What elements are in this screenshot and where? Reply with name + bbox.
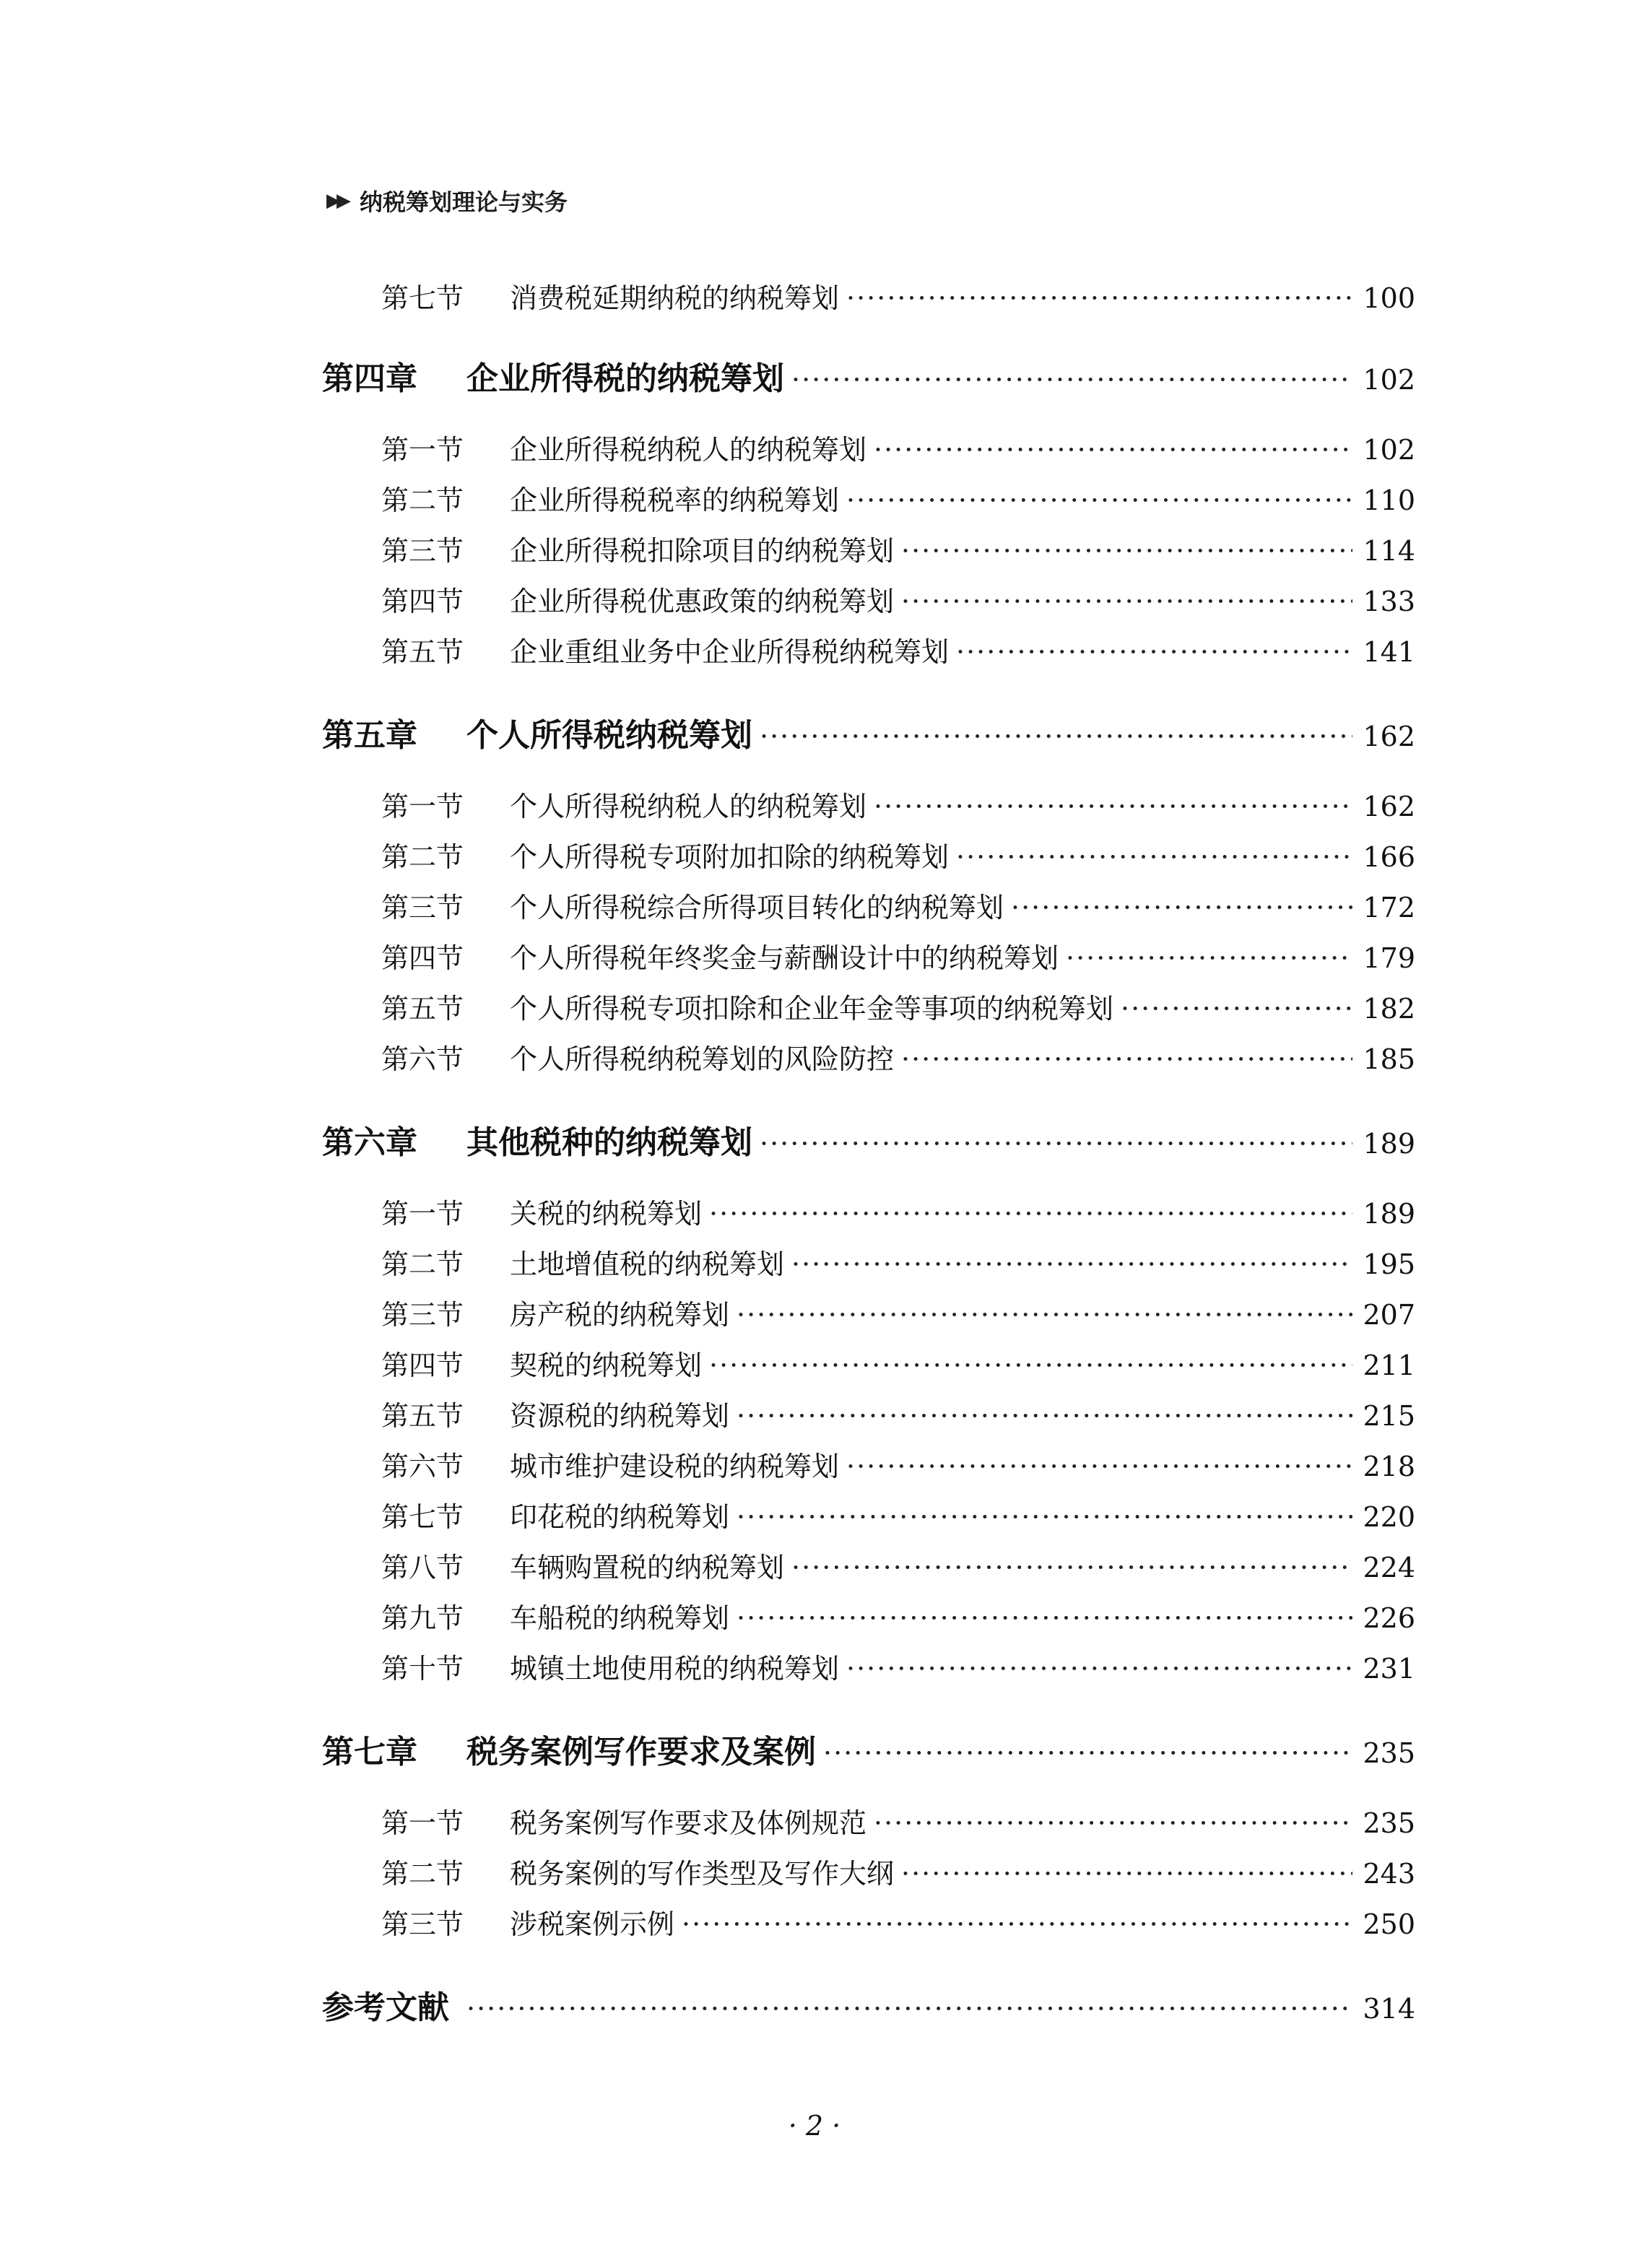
toc-entry-page: 162 — [1363, 721, 1415, 752]
toc-entry-title: 税务案例写作要求及案例 — [466, 1734, 816, 1770]
toc-section-entry — [381, 1394, 1415, 1433]
book-title: 纳税筹划理论与实务 — [360, 188, 568, 216]
toc-entry-number: 第一节 — [381, 791, 464, 822]
toc-section-entry — [381, 478, 1415, 518]
toc-chapter-entry — [322, 1981, 1415, 2028]
toc-entry-page: 185 — [1363, 1043, 1415, 1075]
toc-entry-title: 个人所得税纳税人的纳税筹划 — [510, 791, 867, 822]
toc-entry-title: 税务案例的写作类型及写作大纲 — [510, 1858, 895, 1890]
toc-entry-number: 第一节 — [381, 434, 464, 466]
dot-leader — [874, 434, 1352, 466]
toc-entry-number: 第二节 — [381, 485, 464, 516]
toc-entry-title: 个人所得税专项附加扣除的纳税筹划 — [510, 841, 950, 873]
toc-chapter-entry — [322, 709, 1415, 755]
toc-entry-title: 涉税案例示例 — [510, 1908, 675, 1940]
toc-entry-title: 个人所得税专项扣除和企业年金等事项的纳税筹划 — [510, 993, 1114, 1025]
toc-entry-page: 250 — [1363, 1908, 1415, 1940]
toc-entry-number: 第二节 — [381, 841, 464, 873]
toc-chapter-entry — [322, 1726, 1415, 1772]
double-arrow-icon: ▶▶ — [326, 190, 347, 212]
toc-entry-title: 参考文献 — [322, 1989, 449, 2026]
toc-section-entry — [381, 1191, 1415, 1231]
toc-entry-page: 195 — [1363, 1248, 1415, 1280]
toc-section-entry — [381, 1242, 1415, 1282]
dot-leader — [874, 1807, 1352, 1839]
toc-entry-title: 城市维护建设税的纳税筹划 — [510, 1451, 840, 1482]
toc-entry-title: 车辆购置税的纳税筹划 — [510, 1552, 785, 1583]
toc-entry-page: 172 — [1363, 892, 1415, 924]
toc-section-entry — [381, 1902, 1415, 1942]
toc-entry-page: 226 — [1363, 1602, 1415, 1634]
toc-section-entry — [381, 784, 1415, 824]
toc-section-entry — [381, 1646, 1415, 1686]
dot-leader — [956, 636, 1352, 668]
running-header — [326, 179, 568, 222]
dot-leader — [1066, 942, 1352, 974]
toc-entry-page: 182 — [1363, 993, 1415, 1025]
toc-entry-title: 企业所得税纳税人的纳税筹划 — [510, 434, 867, 466]
toc-entry-number: 第一节 — [381, 1198, 464, 1230]
toc-entry-page: 189 — [1363, 1198, 1415, 1230]
toc-entry-title: 车船税的纳税筹划 — [510, 1602, 730, 1634]
dot-leader — [874, 791, 1352, 822]
toc-entry-page: 133 — [1363, 586, 1415, 617]
dot-leader — [1121, 993, 1352, 1025]
toc-entry-number: 第五节 — [381, 1400, 464, 1432]
toc-section-entry — [381, 427, 1415, 467]
dot-leader — [1011, 892, 1352, 924]
page-number: · 2 · — [788, 2110, 841, 2142]
toc-entry-number: 第二节 — [381, 1248, 464, 1280]
toc-section-entry — [381, 276, 1415, 316]
toc-entry-number: 第六章 — [322, 1124, 417, 1161]
toc-entry-number: 第四节 — [381, 942, 464, 974]
toc-chapter-entry — [322, 1116, 1415, 1163]
toc-section-entry — [381, 1851, 1415, 1891]
toc-entry-title: 个人所得税综合所得项目转化的纳税筹划 — [510, 892, 1004, 924]
dot-leader — [823, 1737, 1352, 1769]
toc-section-entry — [381, 579, 1415, 619]
toc-entry-number: 第八节 — [381, 1552, 464, 1583]
toc-entry-page: 235 — [1363, 1737, 1415, 1769]
toc-entry-title: 企业所得税扣除项目的纳税筹划 — [510, 535, 895, 567]
toc-entry-page: 189 — [1363, 1128, 1415, 1160]
toc-entry-number: 第四节 — [381, 586, 464, 617]
toc-entry-page: 100 — [1363, 282, 1415, 314]
toc-entry-number: 第十节 — [381, 1653, 464, 1685]
toc-entry-page: 207 — [1363, 1299, 1415, 1331]
toc-entry-page: 243 — [1363, 1858, 1415, 1890]
dot-leader — [709, 1198, 1352, 1230]
toc-entry-title: 土地增值税的纳税筹划 — [510, 1248, 785, 1280]
toc-entry-number: 第六节 — [381, 1043, 464, 1075]
dot-leader — [846, 1653, 1352, 1685]
toc-section-entry — [381, 936, 1415, 976]
dot-leader — [791, 1248, 1352, 1280]
dot-leader — [791, 364, 1352, 396]
dot-leader — [901, 535, 1352, 567]
dot-leader — [901, 1858, 1352, 1890]
dot-leader — [760, 1128, 1352, 1160]
toc-entry-title: 个人所得税纳税筹划的风险防控 — [510, 1043, 895, 1075]
toc-entry-title: 关税的纳税筹划 — [510, 1198, 703, 1230]
toc-section-entry — [381, 835, 1415, 874]
toc-entry-number: 第二节 — [381, 1858, 464, 1890]
toc-entry-title: 印花税的纳税筹划 — [510, 1501, 730, 1533]
dot-leader — [846, 282, 1352, 314]
toc-entry-title: 城镇土地使用税的纳税筹划 — [510, 1653, 840, 1685]
toc-entry-title: 其他税种的纳税筹划 — [466, 1124, 752, 1161]
dot-leader — [760, 721, 1352, 752]
toc-entry-page: 141 — [1363, 636, 1415, 668]
toc-entry-page: 102 — [1363, 364, 1415, 396]
toc-entry-number: 第五节 — [381, 636, 464, 668]
toc-section-entry — [381, 1292, 1415, 1332]
toc-section-entry — [381, 1495, 1415, 1534]
toc-entry-page: 179 — [1363, 942, 1415, 974]
toc-entry-page: 110 — [1363, 485, 1415, 516]
dot-leader — [709, 1350, 1352, 1381]
toc-entry-number: 第五章 — [322, 717, 417, 754]
toc-entry-title: 企业所得税的纳税筹划 — [466, 360, 784, 397]
toc-entry-page: 166 — [1363, 841, 1415, 873]
toc-entry-page: 314 — [1363, 1993, 1415, 2025]
toc-entry-page: 114 — [1363, 535, 1415, 567]
toc-entry-title: 房产税的纳税筹划 — [510, 1299, 730, 1331]
dot-leader — [466, 1993, 1352, 2025]
toc-entry-title: 企业重组业务中企业所得税纳税筹划 — [510, 636, 950, 668]
toc-entry-number: 第六节 — [381, 1451, 464, 1482]
toc-entry-page: 235 — [1363, 1807, 1415, 1839]
toc-entry-number: 第四章 — [322, 360, 417, 397]
toc-entry-number: 第五节 — [381, 993, 464, 1025]
toc-section-entry — [381, 1596, 1415, 1635]
toc-section-entry — [381, 1037, 1415, 1077]
toc-section-entry — [381, 529, 1415, 568]
toc-entry-title: 税务案例写作要求及体例规范 — [510, 1807, 867, 1839]
toc-section-entry — [381, 630, 1415, 669]
dot-leader — [737, 1501, 1352, 1533]
dot-leader — [846, 485, 1352, 516]
toc-entry-number: 第三节 — [381, 1908, 464, 1940]
toc-entry-page: 211 — [1363, 1350, 1415, 1381]
dot-leader — [791, 1552, 1352, 1583]
dot-leader — [901, 586, 1352, 617]
toc-entry-page: 215 — [1363, 1400, 1415, 1432]
dot-leader — [901, 1043, 1352, 1075]
toc-entry-number: 第三节 — [381, 535, 464, 567]
dot-leader — [956, 841, 1352, 873]
toc-entry-page: 102 — [1363, 434, 1415, 466]
toc-entry-title: 个人所得税纳税筹划 — [466, 717, 752, 754]
toc-entry-page: 218 — [1363, 1451, 1415, 1482]
toc-entry-number: 第四节 — [381, 1350, 464, 1381]
dot-leader — [682, 1908, 1352, 1940]
toc-entry-title: 企业所得税优惠政策的纳税筹划 — [510, 586, 895, 617]
dot-leader — [737, 1602, 1352, 1634]
toc-section-entry — [381, 1343, 1415, 1383]
toc-entry-page: 231 — [1363, 1653, 1415, 1685]
toc-entry-page: 162 — [1363, 791, 1415, 822]
toc-entry-page: 220 — [1363, 1501, 1415, 1533]
toc-section-entry — [381, 1444, 1415, 1484]
toc-entry-number: 第一节 — [381, 1807, 464, 1839]
toc-entry-page: 224 — [1363, 1552, 1415, 1583]
toc-entry-number: 第九节 — [381, 1602, 464, 1634]
toc-entry-number: 第七章 — [322, 1734, 417, 1770]
toc-entry-number: 第三节 — [381, 1299, 464, 1331]
toc-entry-number: 第三节 — [381, 892, 464, 924]
dot-leader — [737, 1400, 1352, 1432]
toc-chapter-entry — [322, 352, 1415, 399]
toc-entry-title: 个人所得税年终奖金与薪酬设计中的纳税筹划 — [510, 942, 1059, 974]
toc-entry-number: 第七节 — [381, 282, 464, 314]
toc-entry-title: 消费税延期纳税的纳税筹划 — [510, 282, 840, 314]
dot-leader — [737, 1299, 1352, 1331]
toc-entry-title: 契税的纳税筹划 — [510, 1350, 703, 1381]
toc-entry-title: 资源税的纳税筹划 — [510, 1400, 730, 1432]
toc-section-entry — [381, 986, 1415, 1026]
toc-section-entry — [381, 885, 1415, 925]
toc-entry-title: 企业所得税税率的纳税筹划 — [510, 485, 840, 516]
toc-section-entry — [381, 1545, 1415, 1585]
toc-entry-number: 第七节 — [381, 1501, 464, 1533]
dot-leader — [846, 1451, 1352, 1482]
toc-section-entry — [381, 1801, 1415, 1841]
